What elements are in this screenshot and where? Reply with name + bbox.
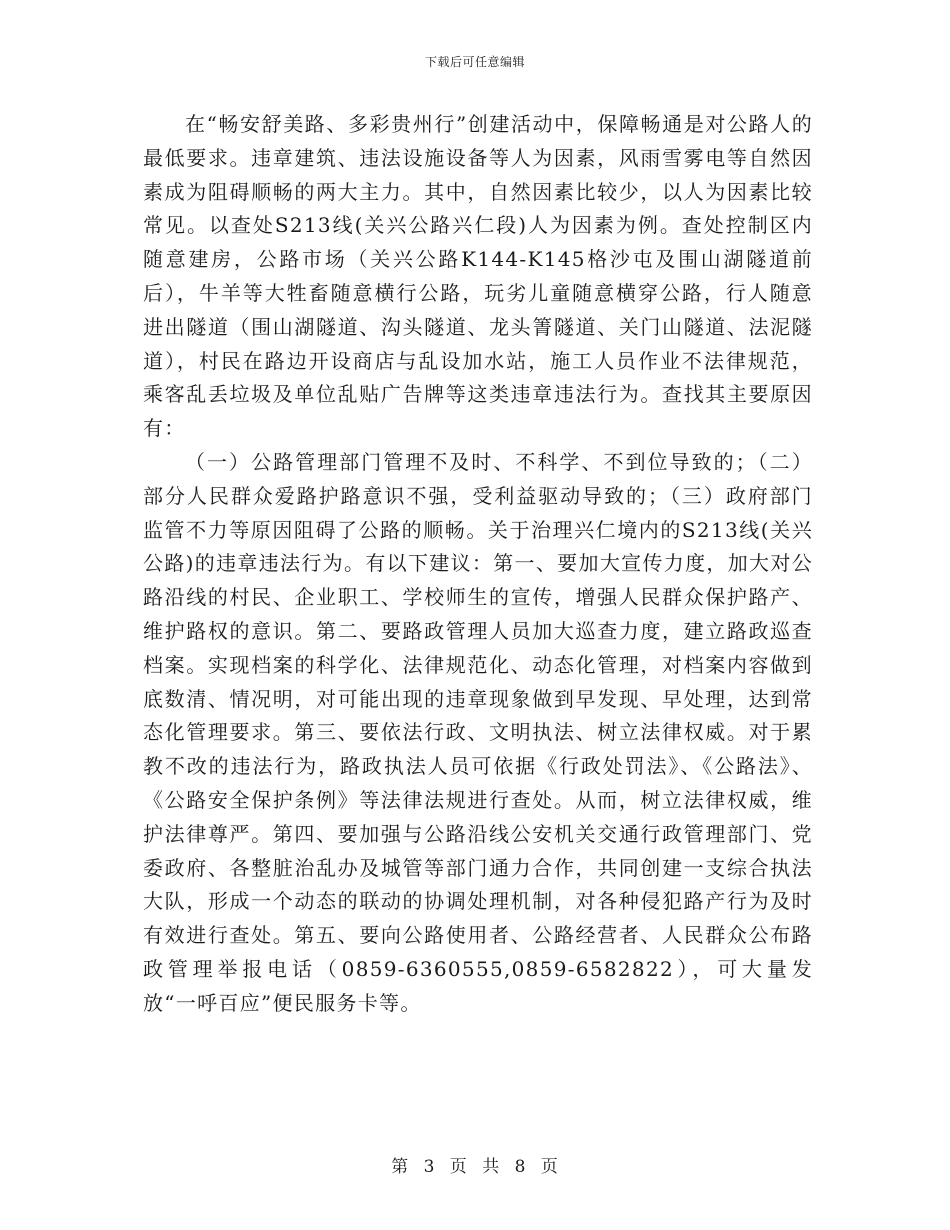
footer-total-pages: 8	[514, 1157, 527, 1177]
page-header-note: 下载后可任意编辑	[424, 55, 525, 69]
footer-current-page: 3	[423, 1157, 436, 1177]
footer-label-page: 第	[391, 1157, 410, 1177]
paragraph-1: 在“畅安舒美路、多彩贵州行”创建活动中，保障畅通是对公路人的最低要求。违章建筑、违法设施设备等人为因素，风雨雪雾电等自然因素成为阻碍顺畅的两大主力。其中，自然因素比较少，以人为因素比较常见。以查处S213线(关兴公路兴仁段)人为因素为例。查处控制区内随意建房，公路市场（关兴公路K144-K145格沙屯及围山湖隧道前后），牛羊等大牲畜随意横行公路，玩劣儿童随意横穿公路，行人随意进出隧道（围山湖隧道、沟头隧道、龙头箐隧道、关门山隧道、法泥隧道），村民在路边开设商店与乱设加水站，施工人员作业不法律规范，乘客乱丢垃圾及单位乱贴广告牌等这类违章违法行为。查找其主要原因有：	[143, 112, 813, 441]
footer-label-unit: 页	[449, 1157, 468, 1177]
page-number-footer	[0, 1156, 950, 1178]
footer-label-unit2: 页	[540, 1157, 559, 1177]
document-body	[143, 108, 813, 1021]
paragraph-2: （一）公路管理部门管理不及时、不科学、不到位导致的；（二）部分人民群众爱路护路意识不强，受利益驱动导致的；（三）政府部门监管不力等原因阻碍了公路的顺畅。关于治理兴仁境内的S213线(关兴公路)的违章违法行为。有以下建议：第一、要加大宣传力度，加大对公路沿线的村民、企业职工、学校师生的宣传，增强人民群众保护路产、维护路权的意识。第二、要路政管理人员加大巡查力度，建立路政巡查档案。实现档案的科学化、法律规范化、动态化管理，对档案内容做到底数清、情况明，对可能出现的违章现象做到早发现、早处理，达到常态化管理要求。第三、要依法行政、文明执法、树立法律权威。对于累教不改的违法行为，路政执法人员可依据《行政处罚法》、《公路法》、《公路安全保护条例》等法律法规进行查处。从而，树立法律权威，维护法律尊严。第四、要加强与公路沿线公安机关交通行政管理部门、党委政府、各整脏治乱办及城管等部门通力合作，共同创建一支综合执法大队，形成一个动态的联动的协调处理机制，对各种侵犯路产行为及时有效进行查处。第五、要向公路使用者、公路经营者、人民群众公布路政管理举报电话（0859-6360555,0859-6582822），可大量发放“一呼百应”便民服务卡等。	[143, 449, 813, 1015]
footer-label-total: 共	[482, 1157, 501, 1177]
